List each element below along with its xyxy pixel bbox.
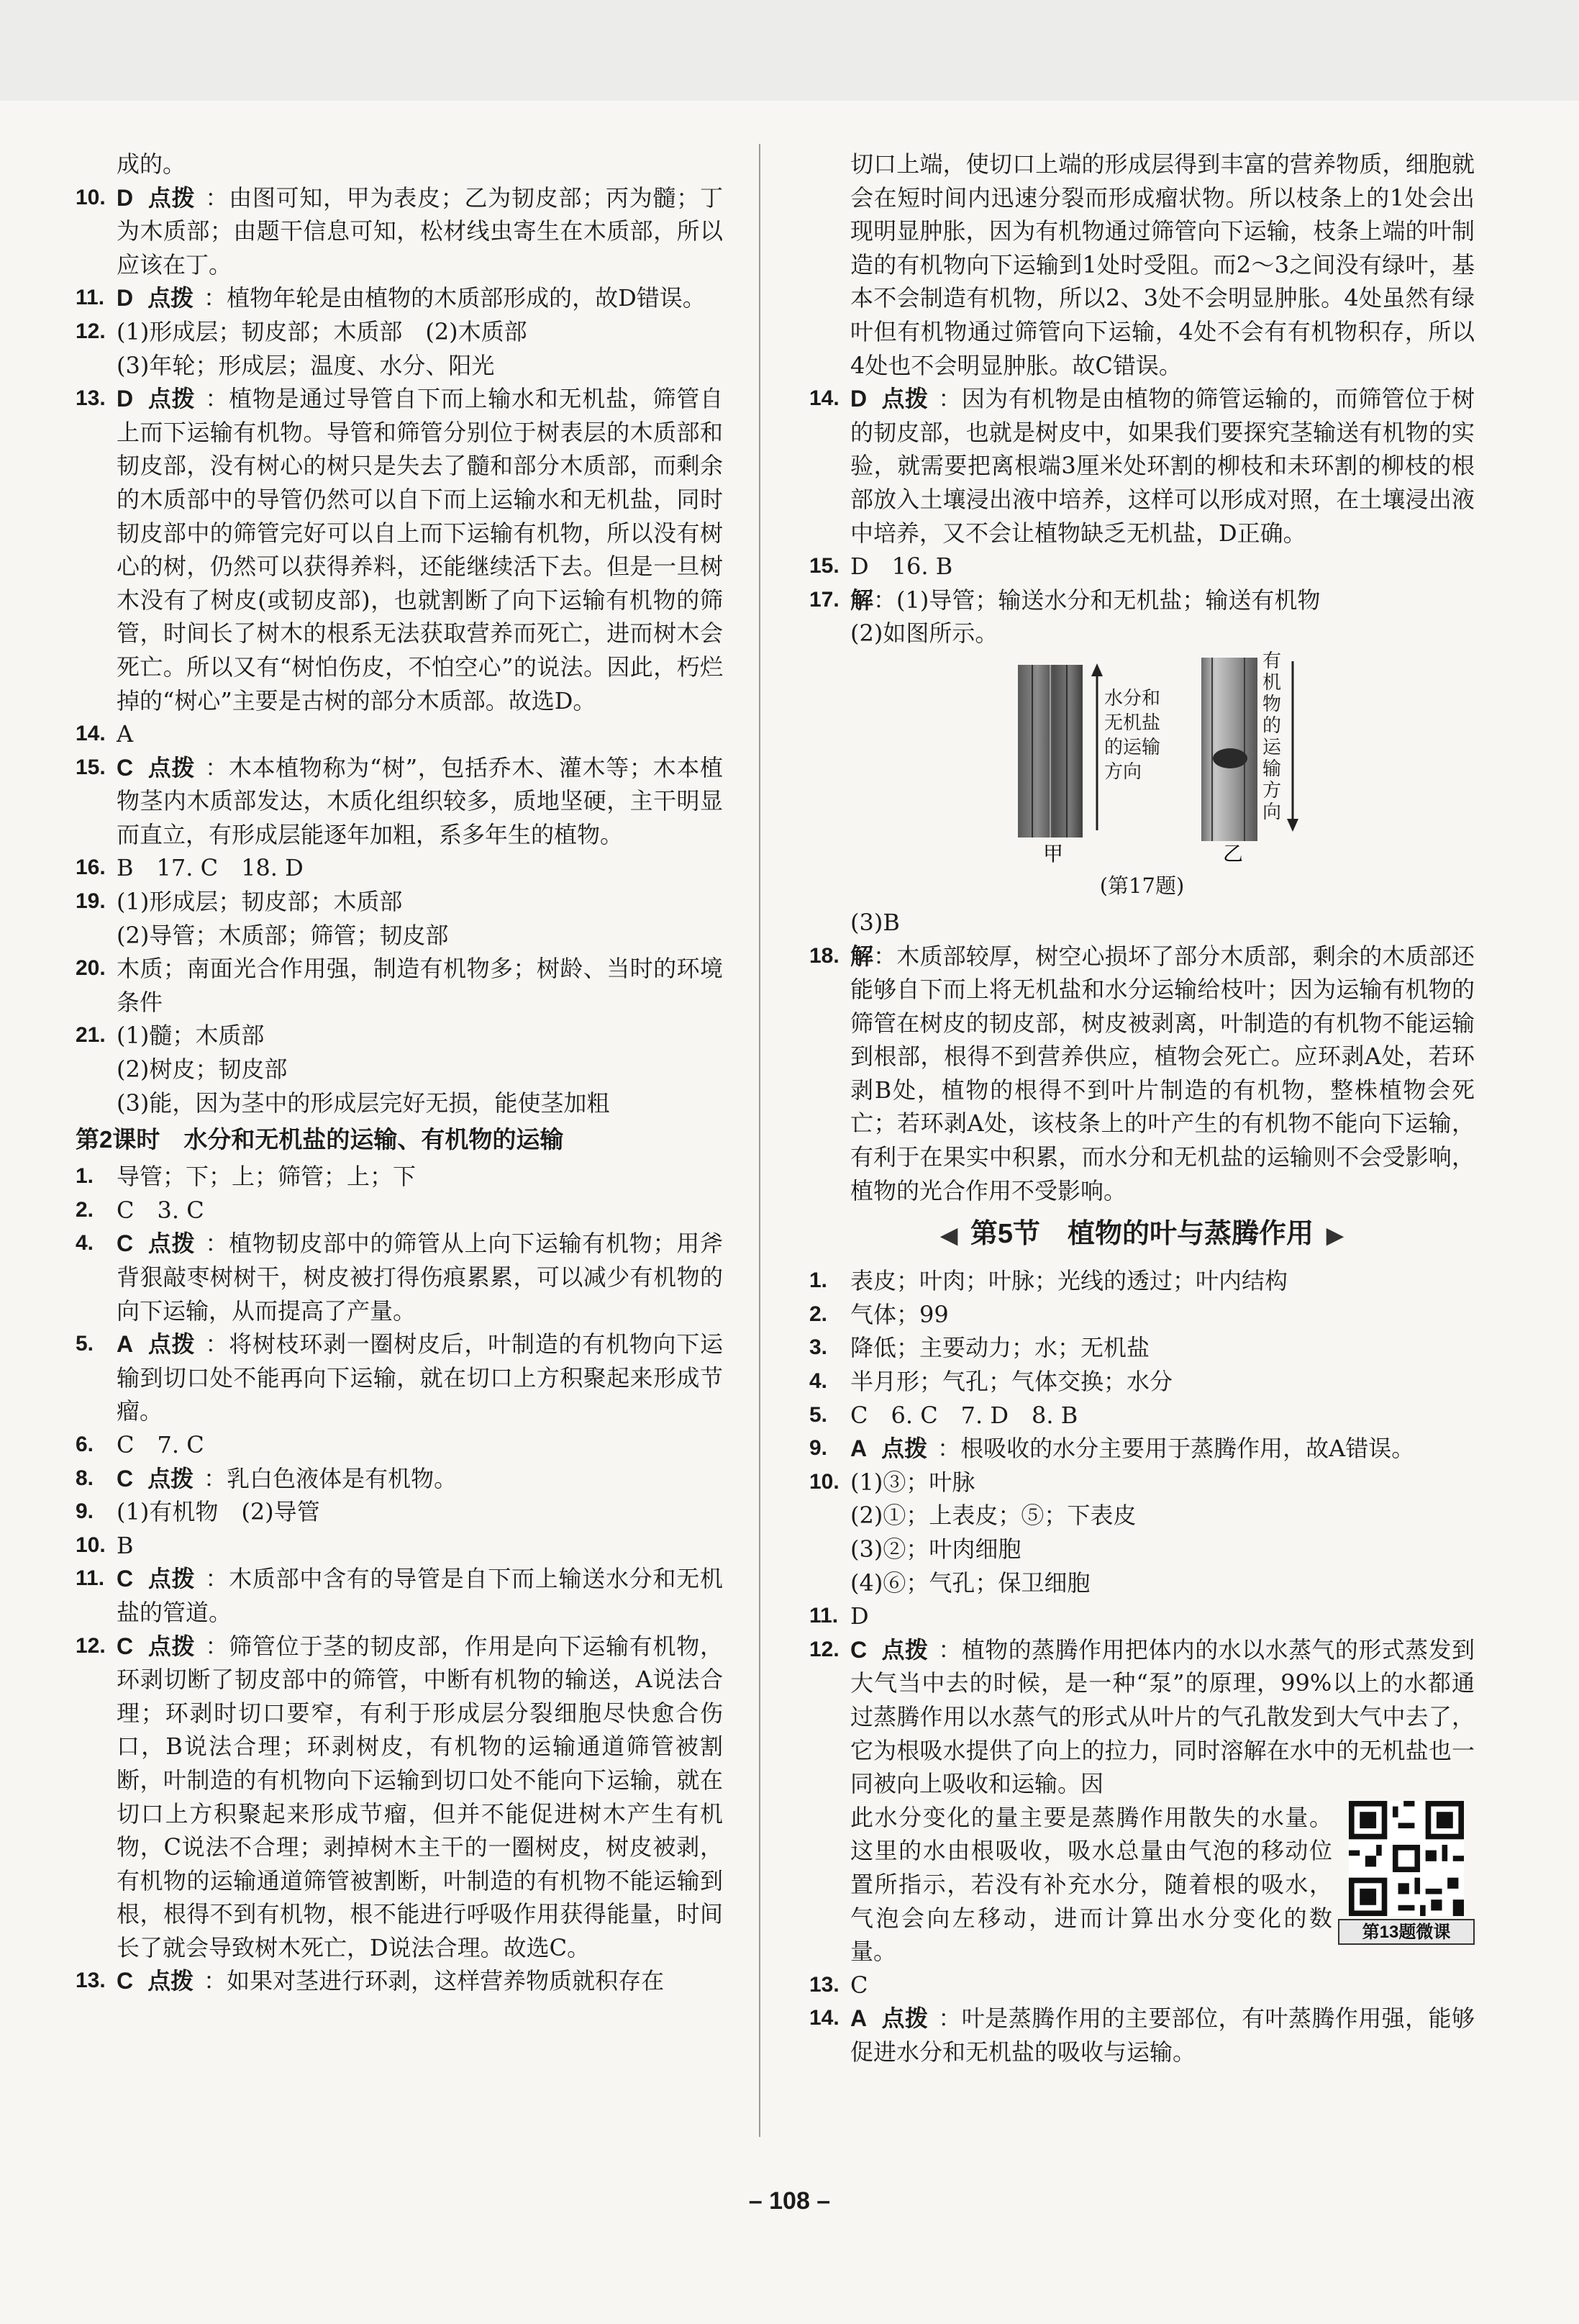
answer-b17-line3: (3)B <box>850 908 900 936</box>
answer-c4: 4. 半月形；气孔；气体交换；水分 <box>809 1368 1173 1396</box>
answer-c10: 10. (1)③；叶脉 <box>809 1468 975 1496</box>
answer-c5-8: 5. C 6. C 7. D 8. B <box>809 1401 1078 1429</box>
answer-16-18: 16. B 17. C 18. D <box>76 854 304 882</box>
figure-caption: (第17题) <box>1099 873 1185 898</box>
qr-text-block <box>809 1801 1475 1969</box>
answer-c10-line4: (4)⑥；气孔；保卫细胞 <box>850 1569 1091 1597</box>
answer-c2: 2. 气体；99 <box>809 1300 949 1328</box>
answer-b15-16: 15. D 16. B <box>809 553 953 581</box>
left-column <box>76 147 723 1998</box>
label-water-direction: 水分和无机盐的运输方向 <box>1104 687 1161 783</box>
answer-14: 14. A <box>76 720 134 748</box>
answer-b9: 9. (1)有机物 (2)导管 <box>76 1498 320 1526</box>
answer-c12-continued: 此水分变化的量主要是蒸腾作用散失的水量。这里的水由根吸收，吸水总量由气泡的移动位置所指示，若没有补充水分，随着根的吸水，气泡会向左移动，进而计算出水分变化的数量。 <box>850 1803 1332 1966</box>
answer-c10-line2: (2)①；上表皮；⑤；下表皮 <box>850 1502 1137 1530</box>
answer-b10: 10. B <box>76 1531 134 1559</box>
answer-c9: 9. A 点拨 ：根吸收的水分主要用于蒸腾作用，故A错误。 <box>809 1435 1415 1463</box>
right-column <box>809 147 1475 2069</box>
answer-c11: 11. D <box>809 1602 869 1630</box>
label-jia: 甲 <box>1043 841 1064 866</box>
answer-b17-line2: (2)如图所示。 <box>850 619 998 648</box>
answer-c10-line3: (3)②；叶肉细胞 <box>850 1535 1021 1563</box>
answer-19: 19. (1)形成层；韧皮部；木质部 <box>76 888 403 916</box>
intro-text: 成的。 <box>117 150 186 178</box>
qr-label: 第13题微课 <box>1338 1919 1475 1945</box>
section-5-title: ◀ 第5节 植物的叶与蒸腾作用 ▶ <box>940 1219 1344 1250</box>
top-margin <box>0 0 1579 101</box>
label-yi: 乙 <box>1223 841 1244 866</box>
answer-b8: 8. C 点拨 ：乳白色液体是有机物。 <box>76 1464 458 1492</box>
answer-15: 15. C 点拨 ：木本植物称为“树”，包括乔木、灌木等；木本植物茎内木质部发达，木质化组织较多，质地坚硬，主干明显而直立，有形成层能逐年加粗，系多年生的植物。 <box>76 753 723 848</box>
answer-b13-start: 13. C 点拨 ：如果对茎进行环剥，这样营养物质就积存在 <box>76 1967 665 1995</box>
answer-10: 10. D 点拨 ：由图可知，甲为表皮；乙为韧皮部；丙为髓；丁为木质部；由题干信息可知，松材线虫寄生在木质部，所以应该在丁。 <box>76 183 723 278</box>
column-divider <box>759 144 760 2137</box>
left-triangle-icon: ◀ <box>940 1224 957 1248</box>
page-number: – 108 – <box>748 2187 831 2215</box>
answer-c14: 14. A 点拨 ：叶是蒸腾作用的主要部位，有叶蒸腾作用强，能够促进水分和无机盐的吸收与运输。 <box>809 2005 1475 2066</box>
answer-b12: 12. C 点拨 ：筛管位于茎的韧皮部，作用是向下运输有机物，环剥切断了韧皮部中的筛管，中断有机物的输送，A说法合理；环剥时切口要窄，有利于形成层分裂细胞尽快愈合伤口，B说法合理；环剥树皮，有机物的运输通道筛管被割断，叶制造的有机物向下运输到切口处不能向下运输，就在切口上方积聚起来形成节瘤，但并不能促进树木产生有机物，C说法不合理；剥掉树木主干的一圈树皮，树皮被剥，有机物的运输通道筛管被割断，叶制造的有机物不能运输到根，根得不到有机物，根不能进行呼吸作用获得能量，时间长了就会导致树木死亡，D说法合理。故选C。 <box>76 1632 723 1961</box>
right-triangle-icon: ▶ <box>1327 1224 1344 1248</box>
answer-21: 21. (1)髓；木质部 <box>76 1022 265 1050</box>
answer-c3: 3. 降低；主要动力；水；无机盐 <box>809 1334 1150 1362</box>
answer-b4: 4. C 点拨 ：植物韧皮部中的筛管从上向下运输有机物；用斧背狠敲枣树树干，树皮被打得伤痕累累，可以减少有机物的向下运输，从而提高了产量。 <box>76 1230 723 1325</box>
answer-11: 11. D 点拨 ：植物年轮是由植物的木质部形成的，故D错误。 <box>76 284 706 312</box>
answer-12-line2: (3)年轮；形成层；温度、水分、阳光 <box>117 351 495 379</box>
answer-b18: 18. 解：木质部较厚，树空心损坏了部分木质部，剩余的木质部还能够自下而上将无机盐和水分运输给枝叶；因为运输有机物的筛管在树皮的韧皮部，树皮被剥离，叶制造的有机物不能运输到根部，根得不到营养供应，植物会死亡。应环剥A处，若环剥B处，植物的根得不到叶片制造的有机物，整株植物会死亡；若环剥A处，该枝条上的叶产生的有机物不能向下运输，有利于在果实中积累，而水分和无机盐的运输则不会受影响，植物的光合作用不受影响。 <box>809 942 1475 1204</box>
answer-20: 20. 木质；南面光合作用强，制造有机物多；树龄、当时的环境条件 <box>76 955 723 1016</box>
answer-12: 12. (1)形成层；韧皮部；木质部 (2)木质部 <box>76 317 527 345</box>
answer-b5: 5. A 点拨 ：将树枝环剥一圈树皮后，叶制造的有机物向下运输到切口处不能再向下运输，就在切口上方积聚起来形成节瘤。 <box>76 1330 723 1425</box>
answer-c12: 12. C 点拨 ：植物的蒸腾作用把体内的水以水蒸气的形式蒸发到大气当中去的时候，是一种“泵”的原理，99%以上的水都通过蒸腾作用以水蒸气的形式从叶片的气孔散发到大气中去了，它为根吸水提供了向上的拉力，同时溶解在水中的无机盐也一同被向上吸收和运输。因 <box>809 1635 1475 1798</box>
qr-micro-lesson[interactable] <box>1338 1801 1475 1961</box>
answer-21-line3: (3)能，因为茎中的形成层完好无损，能使茎加粗 <box>117 1089 610 1117</box>
answer-b6-7: 6. C 7. C <box>76 1430 204 1458</box>
answer-c1: 1. 表皮；叶肉；叶脉；光线的透过；叶内结构 <box>809 1267 1288 1295</box>
answer-19-line2: (2)导管；木质部；筛管；韧皮部 <box>117 921 449 949</box>
qr-code-icon[interactable] <box>1341 1801 1472 1916</box>
answer-21-line2: (2)树皮；韧皮部 <box>117 1056 288 1084</box>
lesson-2-heading: 第2课时 水分和无机盐的运输、有机物的运输 <box>76 1126 564 1153</box>
answer-b1: 1. 导管；下；上；筛管；上；下 <box>76 1163 417 1191</box>
stem-transport-figure <box>809 650 1475 870</box>
answer-b13-continued: 切口上端，使切口上端的形成层得到丰富的营养物质，细胞就会在短时间内迅速分裂而形成瘤状物。所以枝条上的1处会出现明显肿胀，因为有机物通过筛管向下运输，枝条上端的叶制造的有机物向下运输到1处时受阻。而2～3之间没有绿叶，基本不会制造有机物，所以2、3处不会明显肿胀。4处虽然有绿叶但有机物通过筛管向下运输，4处不会有有机物积存，所以4处也不会明显肿胀。故C错误。 <box>850 150 1475 379</box>
answer-b17: 17. 解：(1)导管；输送水分和无机盐；输送有机物 <box>809 586 1321 614</box>
answer-b2-3: 2. C 3. C <box>76 1196 204 1224</box>
answer-13: 13. D 点拨 ：植物是通过导管自下而上输水和无机盐，筛管自上而下运输有机物。导管和筛管分别位于树表层的木质部和韧皮部，没有树心的树只是失去了髓和部分木质部，而剩余的木质部中的导管仍然可以自下而上运输水和无机盐，同时韧皮部中的筛管完好可以自上而下运输有机物，所以没有树心的树，仍然可以获得养料，还能继续活下去。但是一旦树木没有了树皮(或韧皮部)，也就割断了向下运输有机物的筛管，时间长了树木的根系无法获取营养而死亡，进而树木会死亡。所以又有“树怕伤皮，不怕空心”的说法。因此，朽烂掉的“树心”主要是古树的部分木质部。故选D。 <box>76 385 723 714</box>
answer-b11: 11. C 点拨 ：木质部中含有的导管是自下而上输送水分和无机盐的管道。 <box>76 1565 723 1626</box>
answer-c13: 13. C <box>809 1971 868 1999</box>
label-organic-direction: 有机物的运输方向 <box>1262 650 1282 823</box>
figure-17 <box>809 650 1475 870</box>
answer-b14: 14. D 点拨 ：因为有机物是由植物的筛管运输的，而筛管位于树的韧皮部，也就是树皮中，如果我们要探究茎输送有机物的实验，就需要把离根端3厘米处环割的柳枝和未环割的柳枝的根部放入土壤浸出液中培养，这样可以形成对照，在土壤浸出液中培养，又不会让植物缺乏无机盐，D正确。 <box>809 385 1475 547</box>
